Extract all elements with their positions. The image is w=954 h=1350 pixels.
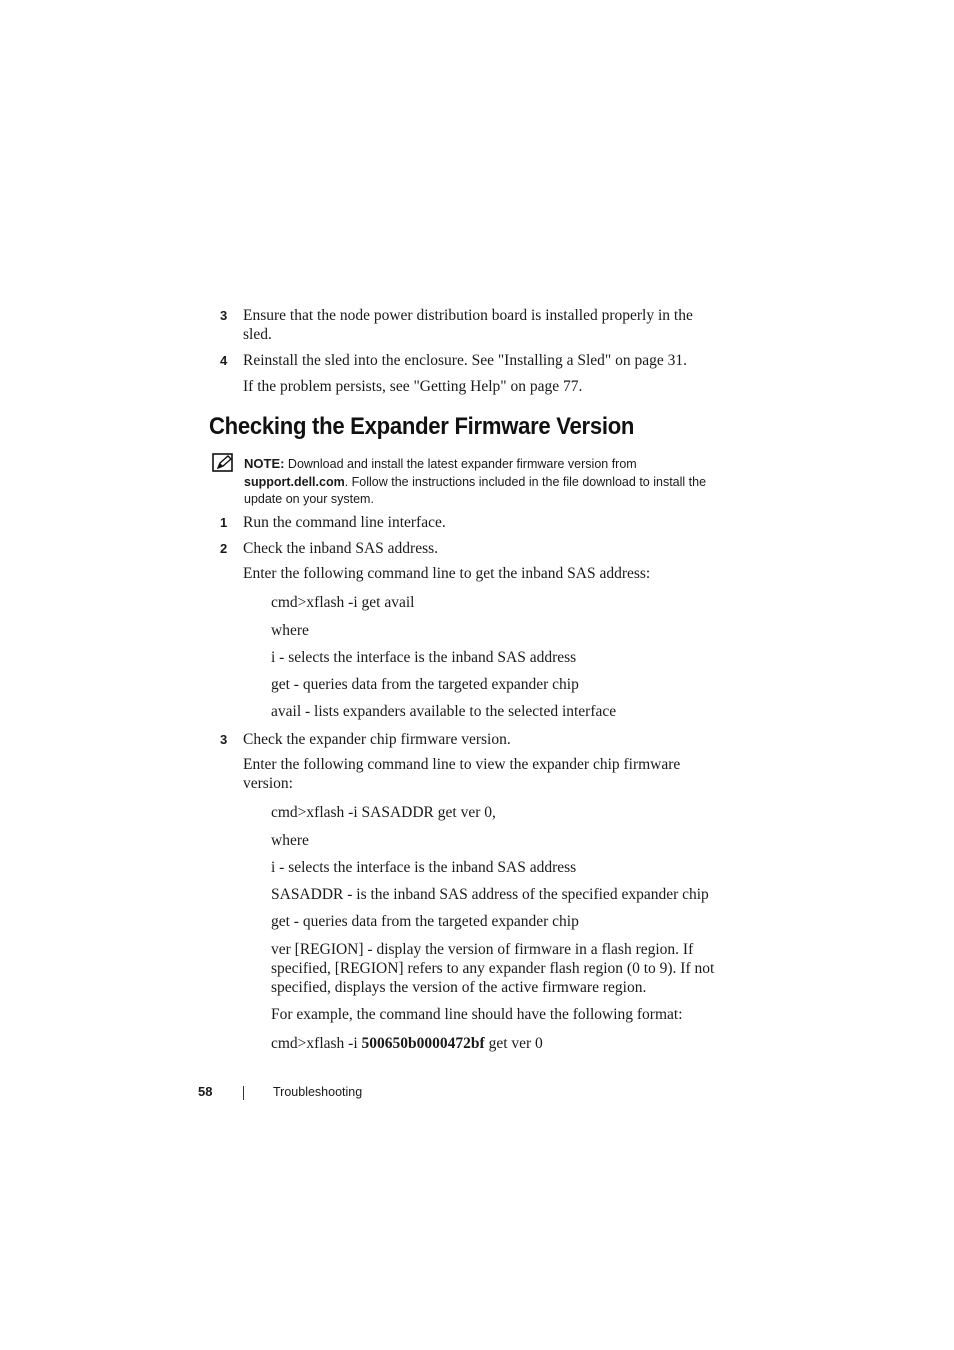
step-3-def-get: get - queries data from the targeted expander chip (271, 913, 579, 930)
step-3-def-sasaddr: SASADDR - is the inband SAS address of the specified expander chip (271, 886, 709, 903)
step-3-example-intro: For example, the command line should have the following format: (271, 1006, 683, 1023)
note-label: NOTE: (244, 456, 285, 471)
step-3-command: cmd>xflash -i SASADDR get ver 0, (271, 804, 496, 821)
step-text: Check the inband SAS address. (243, 540, 439, 557)
note-text-before: Download and install the latest expander firmware version from (284, 457, 637, 471)
persist-text: If the problem persists, see "Getting Help" on page 77. (243, 378, 583, 395)
step-text: Ensure that the node power distribution board is installed properly in the sled. (243, 307, 693, 343)
step-3-def-ver: ver [REGION] - display the version of firmware in a flash region. If specified, [REGION] refers to any expander flash region (0 to 9). If not specified, displays the version of the active firmware region. (271, 941, 715, 996)
footer-divider (243, 1086, 244, 1100)
step-3-example-command (271, 1034, 723, 1053)
step-2-instruction: Enter the following command line to get the inband SAS address: (243, 565, 651, 582)
example-sas-address: 500650b0000472bf (361, 1035, 485, 1052)
step-number: 1 (220, 515, 228, 530)
step-text: Reinstall the sled into the enclosure. See "Installing a Sled" on page 31. (243, 352, 687, 369)
step-number: 3 (220, 308, 228, 323)
step-text: Check the expander chip firmware version. (243, 731, 511, 748)
step-3-instruction: Enter the following command line to view the expander chip firmware version: (243, 756, 681, 792)
note-text-after: . Follow the instructions included in the file download to install the update on your system. (244, 474, 707, 506)
step-2-def-get: get - queries data from the targeted expander chip (271, 676, 579, 693)
example-prefix: cmd>xflash -i (271, 1035, 362, 1052)
step-number: 4 (220, 353, 228, 368)
footer-title: Troubleshooting (273, 1085, 363, 1099)
step-2-def-i: i - selects the interface is the inband SAS address (271, 649, 577, 666)
note-pencil-icon (212, 453, 234, 473)
note-box (244, 455, 724, 509)
step-number: 2 (220, 541, 228, 556)
step-3-def-i: i - selects the interface is the inband SAS address (271, 859, 577, 876)
step-2-where: where (271, 622, 309, 639)
step-2-command: cmd>xflash -i get avail (271, 594, 415, 611)
example-suffix: get ver 0 (484, 1035, 543, 1052)
step-3-where: where (271, 832, 309, 849)
step-number: 3 (220, 732, 228, 747)
step-text: Run the command line interface. (243, 514, 446, 531)
support-link[interactable]: support.dell.com (244, 474, 345, 489)
step-2-def-avail: avail - lists expanders available to the selected interface (271, 703, 617, 720)
section-heading: Checking the Expander Firmware Version (209, 413, 635, 440)
page-number: 58 (198, 1084, 213, 1099)
